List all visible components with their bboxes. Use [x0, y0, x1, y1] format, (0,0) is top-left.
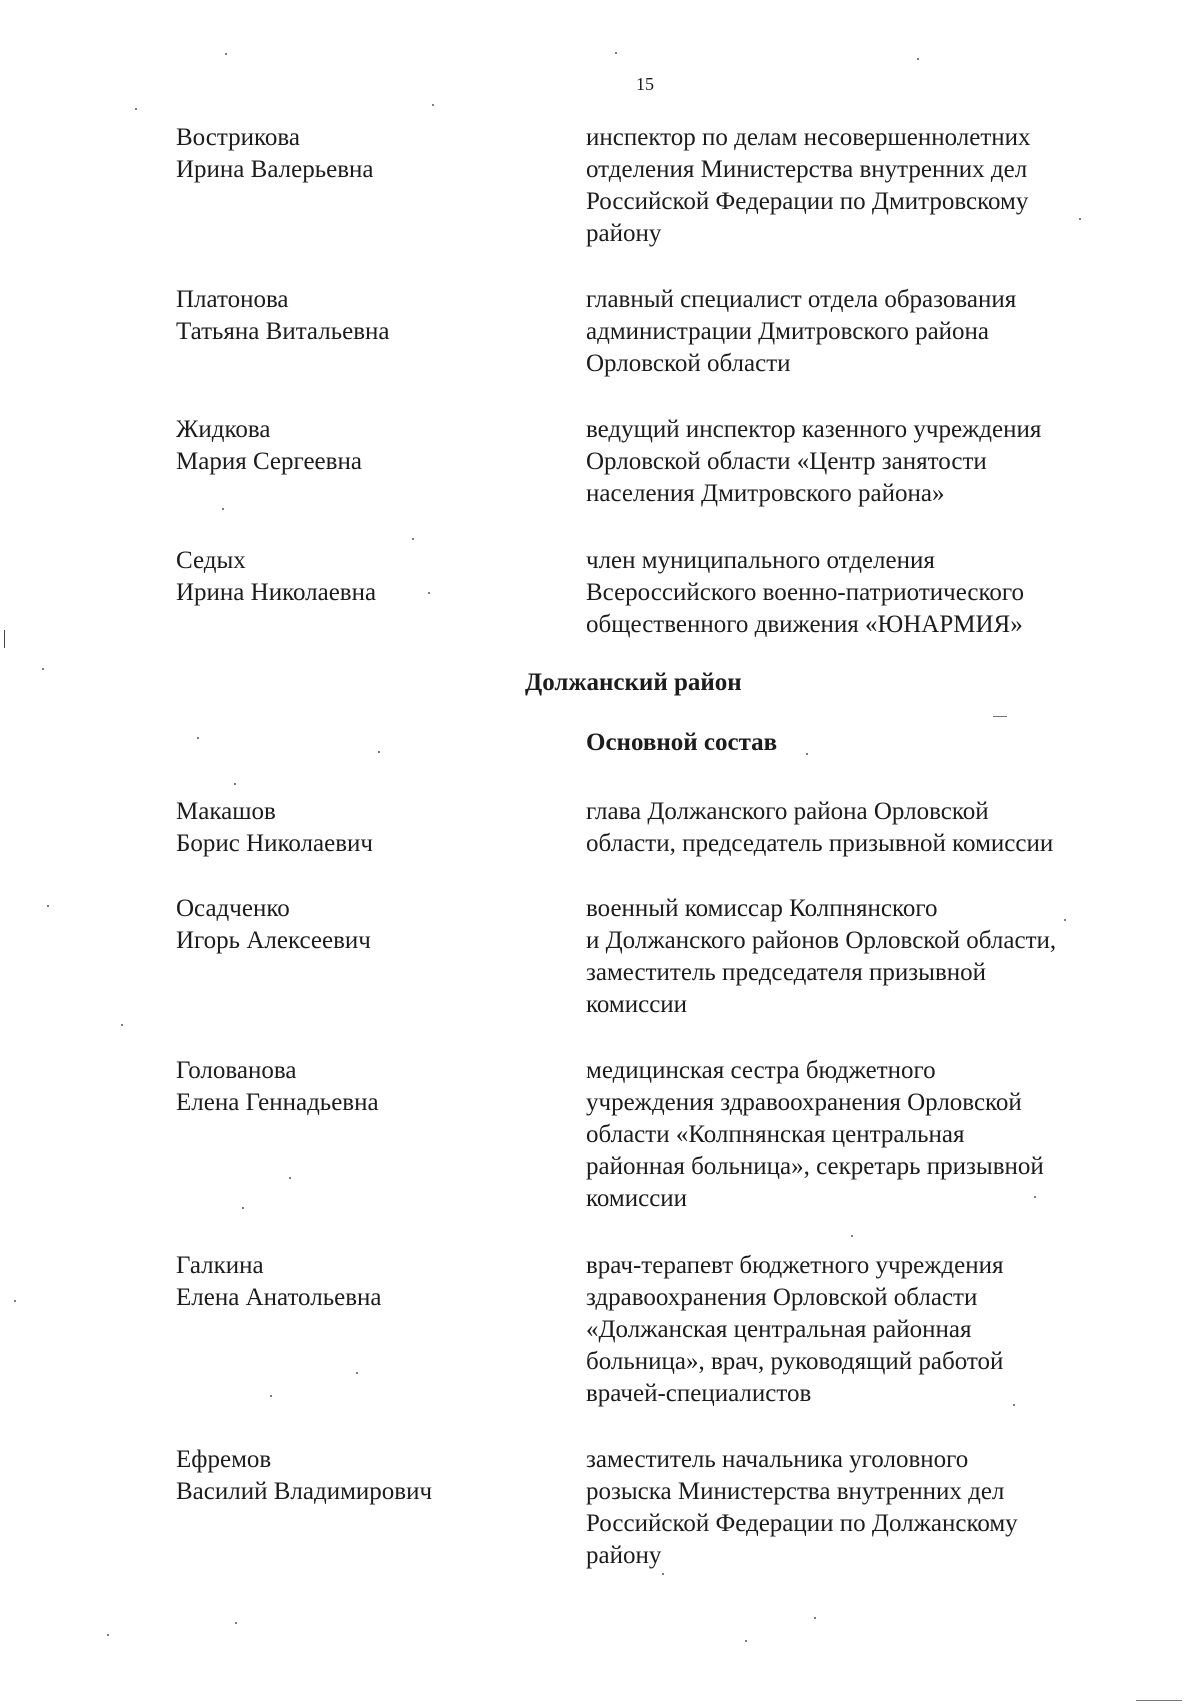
member-given-name: Игорь Алексеевич	[176, 927, 371, 954]
scan-speck	[428, 592, 430, 594]
position-line: районная больница», секретарь призывной	[586, 1153, 1044, 1180]
member-surname: Платонова	[176, 286, 289, 313]
scan-speck	[225, 53, 227, 55]
position-line: розыска Министерства внутренних дел	[586, 1478, 1005, 1505]
scan-speck	[615, 52, 617, 54]
scan-speck	[222, 508, 224, 510]
scan-speck	[814, 1617, 816, 1619]
scan-speck	[107, 1634, 109, 1636]
member-position	[586, 284, 1146, 380]
position-line: району	[586, 1542, 662, 1569]
position-line: населения Дмитровского района»	[586, 480, 945, 507]
position-line: району	[586, 220, 662, 247]
position-line: глава Должанского района Орловской	[586, 798, 989, 825]
position-line: Орловской области «Центр занятости	[586, 448, 987, 475]
member-given-name: Татьяна Витальевна	[176, 318, 390, 345]
position-line: комиссии	[586, 1185, 688, 1212]
member-surname: Ефремов	[176, 1446, 272, 1473]
member-given-name: Василий Владимирович	[176, 1478, 433, 1505]
scan-speck	[135, 108, 137, 110]
scan-speck	[234, 783, 236, 785]
scan-speck	[235, 1622, 237, 1624]
scan-speck	[42, 668, 44, 670]
member-name	[176, 796, 556, 860]
scan-mark	[4, 630, 5, 648]
position-line: области, председатель призывной комиссии	[586, 830, 1054, 857]
position-line: области «Колпнянская центральная	[586, 1121, 965, 1148]
member-name	[176, 284, 556, 348]
member-surname: Седых	[176, 547, 246, 574]
member-surname: Макашов	[176, 798, 276, 825]
member-given-name: Елена Геннадьевна	[176, 1089, 379, 1116]
member-name	[176, 893, 556, 957]
member-given-name: Ирина Валерьевна	[176, 156, 374, 183]
scan-speck	[1064, 919, 1066, 921]
member-position	[586, 545, 1146, 641]
member-name	[176, 122, 556, 186]
scan-speck	[289, 1177, 291, 1179]
position-line: главный специалист отдела образования	[586, 286, 1017, 313]
position-line: ведущий инспектор казенного учреждения	[586, 416, 1042, 443]
position-line: врач-терапевт бюджетного учреждения	[586, 1252, 1004, 1279]
member-surname: Осадченко	[176, 895, 290, 922]
member-surname: Галкина	[176, 1252, 264, 1279]
position-line: военный комиссар Колпнянского	[586, 895, 938, 922]
scan-mark	[993, 716, 1007, 717]
member-position	[586, 1250, 1146, 1410]
scan-speck	[806, 753, 808, 755]
scan-speck	[662, 1573, 664, 1575]
member-name	[176, 1444, 556, 1508]
member-given-name: Елена Анатольевна	[176, 1284, 382, 1311]
scan-speck	[1013, 1404, 1015, 1406]
scan-speck	[14, 1300, 16, 1302]
position-line: и Должанского районов Орловской области,	[586, 927, 1057, 954]
position-line: член муниципального отделения	[586, 547, 935, 574]
member-given-name: Ирина Николаевна	[176, 579, 377, 606]
position-line: инспектор по делам несовершеннолетних	[586, 124, 1031, 151]
member-surname: Жидкова	[176, 416, 271, 443]
district-heading: Должанский район	[525, 669, 742, 696]
scan-mark	[1136, 1700, 1182, 1701]
scan-speck	[197, 737, 199, 739]
member-name	[176, 414, 556, 478]
scan-speck	[917, 58, 919, 60]
scan-speck	[1034, 1196, 1036, 1198]
member-position	[586, 122, 1146, 250]
position-line: заместитель начальника уголовного	[586, 1446, 969, 1473]
member-surname: Голованова	[176, 1057, 297, 1084]
position-line: учреждения здравоохранения Орловской	[586, 1089, 1022, 1116]
member-name	[176, 1250, 556, 1314]
position-line: Российской Федерации по Должанскому	[586, 1510, 1018, 1537]
position-line: здравоохранения Орловской области	[586, 1284, 978, 1311]
position-line: комиссии	[586, 991, 688, 1018]
member-name	[176, 545, 556, 609]
scan-speck	[270, 1395, 272, 1397]
position-line: общественного движения «ЮНАРМИЯ»	[586, 611, 1023, 638]
scan-speck	[745, 1640, 747, 1642]
scan-speck	[242, 1207, 244, 1209]
scan-speck	[356, 1372, 358, 1374]
member-given-name: Борис Николаевич	[176, 830, 373, 857]
composition-heading: Основной состав	[586, 729, 778, 756]
position-line: медицинская сестра бюджетного	[586, 1057, 936, 1084]
scan-speck	[1079, 218, 1081, 220]
position-line: врачей-специалистов	[586, 1380, 812, 1407]
scan-speck	[412, 538, 414, 540]
scan-speck	[432, 104, 434, 106]
member-name	[176, 1055, 556, 1119]
scan-speck	[851, 1235, 853, 1237]
member-position	[586, 796, 1146, 860]
position-line: отделения Министерства внутренних дел	[586, 156, 1028, 183]
position-line: «Должанская центральная районная	[586, 1316, 972, 1343]
page-number: 15	[636, 74, 654, 94]
position-line: администрации Дмитровского района	[586, 318, 990, 345]
position-line: Всероссийского военно-патриотического	[586, 579, 1025, 606]
position-line: заместитель председателя призывной	[586, 959, 986, 986]
scan-speck	[121, 1024, 123, 1026]
position-line: больница», врач, руководящий работой	[586, 1348, 1004, 1375]
member-position	[586, 1444, 1146, 1572]
member-given-name: Мария Сергеевна	[176, 448, 362, 475]
member-surname: Вострикова	[176, 124, 300, 151]
member-position	[586, 893, 1146, 1021]
scan-speck	[378, 751, 380, 753]
scan-speck	[47, 905, 49, 907]
position-line: Российской Федерации по Дмитровскому	[586, 188, 1029, 215]
member-position	[586, 1055, 1146, 1215]
member-position	[586, 414, 1146, 510]
position-line: Орловской области	[586, 350, 791, 377]
